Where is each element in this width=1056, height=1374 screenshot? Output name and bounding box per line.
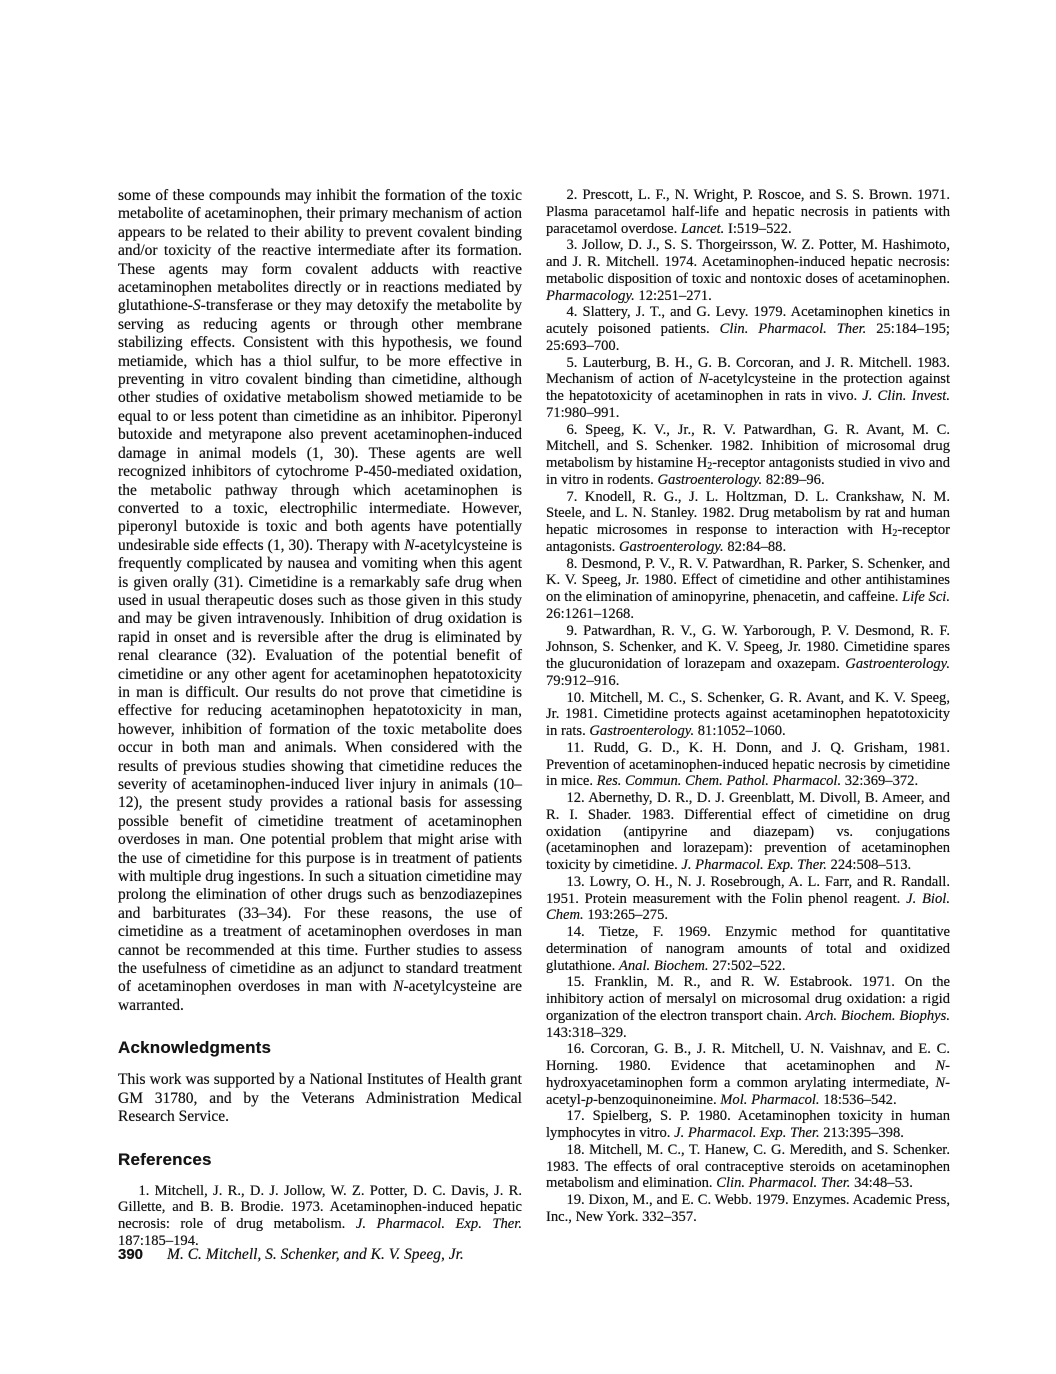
running-title: M. C. Mitchell, S. Schenker, and K. V. Speeg, Jr. (167, 1246, 464, 1263)
reference-item: 11. Rudd, G. D., K. H. Donn, and J. Q. Grisham, 1981. Prevention of acetaminophen-induced hepatic necrosis by cimetidine in mice. Res. Commun. Chem. Pathol. Pharmacol. 32:369–372. (546, 739, 950, 790)
page-number: 390 (118, 1246, 144, 1263)
reference-item: 15. Franklin, M. R., and R. W. Estabrook. 1971. On the inhibitory action of mersalyl on microsomal drug oxidation: a rigid organization of the electron transport chain. Arch. Biochem. Biophys. 143:318–329. (546, 974, 950, 1041)
reference-item: 14. Tietze, F. 1969. Enzymic method for quantitative determination of nanogram amounts of total and oxidized glutathione. Anal. Biochem. 27:502–522. (546, 924, 950, 974)
reference-item: 4. Slattery, J. T., and G. Levy. 1979. Acetaminophen kinetics in acutely poisoned patients. Clin. Pharmacol. Ther. 25:184–195; 25:693–700. (546, 304, 950, 354)
reference-item: 6. Speeg, K. V., Jr., R. V. Patwardhan, G. R. Avant, M. C. Mitchell, and S. Schenker. 1982. Inhibition of microsomal drug metabolism by histamine $H_2$-receptor antagonists studied in vivo and in vitro in rodents. Gastroenterology. 82:89–96. (546, 421, 951, 488)
reference-item: 3. Jollow, D. J., S. S. Thorgeirsson, W. Z. Potter, M. Hashimoto, and J. R. Mitchell. 1974. Acetaminophen-induced hepatic necrosis: metabolic disposition of toxic and nontoxic doses of acetaminophen. Pharmacology. 12:251–271. (546, 237, 950, 304)
reference-item: 12. Abernethy, D. R., D. J. Greenblatt, M. Divoll, B. Ameer, and R. I. Shader. 1983. Differential effect of cimetidine on drug oxidation (antipyrine and diazepam) vs. conjugations (acetaminophen and lorazepam): prevention of acetaminophen toxicity by cimetidine. J. Pharmacol. Exp. Ther. 224:508–513. (546, 790, 950, 873)
reference-item: 17. Spielberg, S. P. 1980. Acetaminophen toxicity in human lymphocytes in vitro. J. Pharmacol. Exp. Ther. 213:395–398. (546, 1108, 950, 1141)
acknowledgments-text: This work was supported by a National Institutes of Health grant GM 31780, and by the Veterans Administration Medical Research Service. (118, 1071, 522, 1126)
reference-item: 1. Mitchell, J. R., D. J. Jollow, W. Z. Potter, D. C. Davis, J. R. Gillette, and B. B. Brodie. 1973. Acetaminophen-induced hepatic necrosis: role of drug metabolism. J. Pharmacol. Exp. Ther. 187:185–194. (118, 1182, 522, 1249)
reference-item: 16. Corcoran, G. B., J. R. Mitchell, U. N. Vaishnav, and E. C. Horning. 1980. Evidence that acetaminophen and N-hydroxyacetaminophen form a common arylating intermediate, N-acetyl-p-benzoquinoneimine. Mol. Pharmacol. 18:536–542. (546, 1041, 950, 1108)
page-footer (118, 1246, 464, 1264)
references-list-right (546, 187, 950, 1226)
discussion-paragraph: some of these compounds may inhibit the formation of the toxic metabolite of acetaminophen, their primary mechanism of action appears to be related to their ability to prevent covalent binding and/or toxicity of the reactive intermediate after its formation. These agents may form covalent adducts with reactive acetaminophen metabolites directly or in reactions mediated by glutathione-S-transferase or they may detoxify the metabolite by serving as reducing agents or through other membrane stabilizing effects. Consistent with this hypothesis, we found metiamide, which has a thiol sulfur, to be more effective in preventing in vitro covalent binding than cimetidine, although other studies of oxidative metabolism showed metiamide to be equal to or less potent than cimetidine as an inhibitor. Piperonyl butoxide and metyrapone also prevent acetaminophen-induced damage in animal models (1, 30). These agents are well recognized inhibitors of cytochrome P-450-mediated oxidation, the metabolic pathway through which acetaminophen is converted to a toxic, electrophilic intermediate. However, piperonyl butoxide is toxic and both agents have potentially undesirable side effects (1, 30). Therapy with N-acetylcysteine is frequently complicated by nausea and vomiting when this agent is given orally (31). Cimetidine is a remarkably safe drug when used in usual therapeutic doses such as those given in this study and may be given intravenously. Inhibition of drug oxidation is rapid in onset and is reversible after the drug is eliminated by renal clearance (32). Evaluation of the potential benefit of cimetidine or any other agent for acetaminophen hepatotoxicity in man is difficult. Our results do not prove that cimetidine is effective for reducing acetaminophen hepatotoxicity in man, however, inhibition of formation of the toxic metabolite does occur in both man and animals. When considered with the results of previous studies showing that cimetidine reduces the severity of acetaminophen-induced liver injury in animals (10–12), the present study provides a rational basis for assessing possible benefit of cimetidine treatment of acetaminophen overdoses in man. One potential problem that might arise with the use of cimetidine for this purpose is in treatment of patients with multiple drug ingestions. In such a situation cimetidine may prolong the elimination of other drugs such as benzodiazepines and barbiturates (33–34). For these reasons, the use of cimetidine as a treatment of acetaminophen overdoses in man cannot be recommended at this time. Further studies to assess the usefulness of cimetidine as an adjunct to standard treatment of acetaminophen overdoses in man with N-acetylcysteine are warranted. (118, 187, 523, 1014)
right-column (546, 187, 950, 1226)
reference-item: 9. Patwardhan, R. V., G. W. Yarborough, P. V. Desmond, R. F. Johnson, S. Schenker, and K. V. Speeg, Jr. 1980. Cimetidine spares the glucuronidation of lorazepam and oxazepam. Gastroenterology. 79:912–916. (546, 622, 950, 689)
reference-item: 19. Dixon, M., and E. C. Webb. 1979. Enzymes. Academic Press, Inc., New York. 332–357. (546, 1192, 950, 1225)
references-heading: References (118, 1149, 212, 1169)
acknowledgments-heading: Acknowledgments (118, 1038, 272, 1058)
reference-item: 18. Mitchell, M. C., T. Hanew, C. G. Meredith, and S. Schenker. 1983. The effects of oral contraceptive steroids on acetaminophen metabolism and elimination. Clin. Pharmacol. Ther. 34:48–53. (546, 1141, 950, 1192)
reference-item: 5. Lauterburg, B. H., G. B. Corcoran, and J. R. Mitchell. 1983. Mechanism of action of N-acetylcysteine in the protection against the hepatotoxicity of acetaminophen in rats in vivo. J. Clin. Invest. 71:980–991. (546, 354, 950, 421)
left-column (118, 187, 522, 1250)
reference-item: 7. Knodell, R. G., J. L. Holtzman, D. L. Crankshaw, N. M. Steele, and L. N. Stanley. 1982. Drug metabolism by rat and human hepatic microsomes in response to interaction with $H_2$-receptor antagonists. Gastroenterology. 82:84–88. (546, 488, 950, 555)
reference-item: 10. Mitchell, M. C., S. Schenker, G. R. Avant, and K. V. Speeg, Jr. 1981. Cimetidine protects against acetaminophen hepatotoxicity in rats. Gastroenterology. 81:1052–1060. (546, 689, 950, 739)
references-list-left (118, 1183, 522, 1250)
reference-item: 2. Prescott, L. F., N. Wright, P. Roscoe, and S. S. Brown. 1971. Plasma paracetamol half-life and hepatic necrosis in patients with paracetamol overdose. Lancet. I:519–522. (546, 187, 950, 237)
reference-item: 13. Lowry, O. H., N. J. Rosebrough, A. L. Farr, and R. Randall. 1951. Protein measurement with the Folin phenol reagent. J. Biol. Chem. 193:265–275. (546, 873, 950, 924)
reference-item: 8. Desmond, P. V., R. V. Patwardhan, R. Parker, S. Schenker, and K. V. Speeg, Jr. 1980. Effect of cimetidine and other antihistamines on the elimination of aminopyrine, phenacetin, and caffeine. Life Sci. 26:1261–1268. (546, 555, 950, 622)
